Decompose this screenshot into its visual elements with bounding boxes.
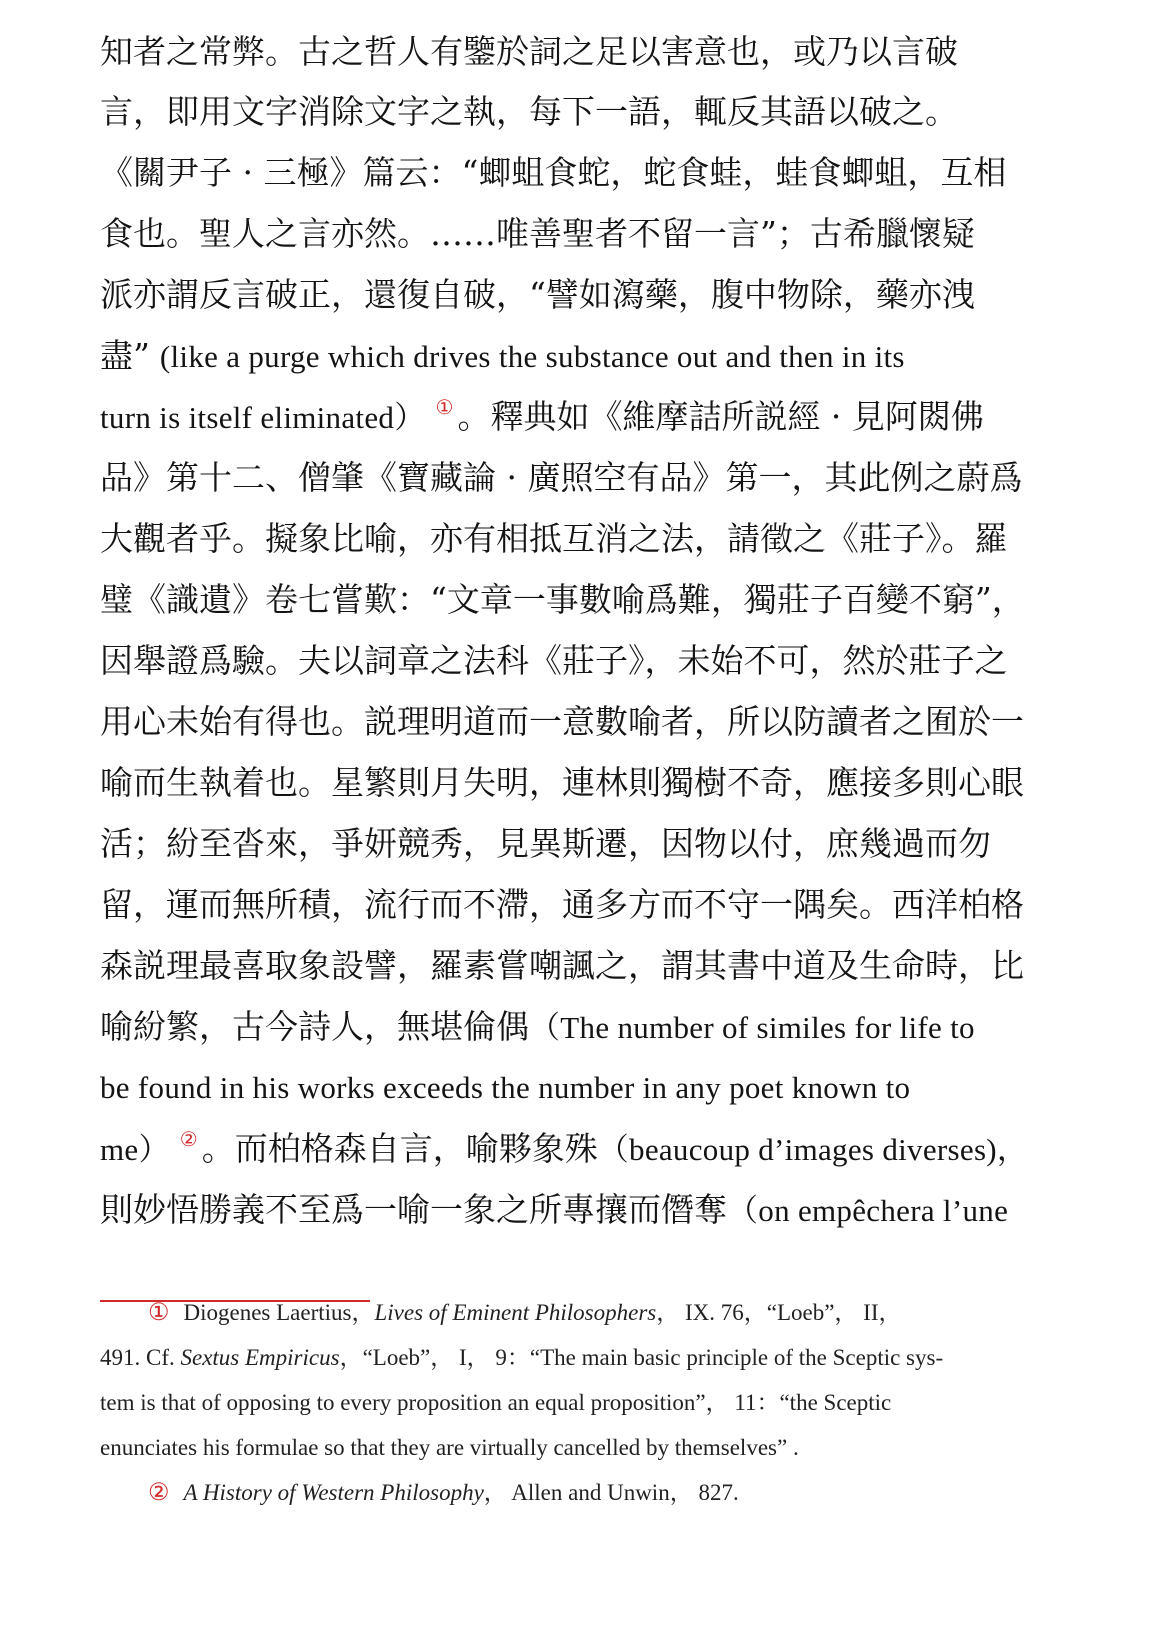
text-line: 食也。聖人之言亦然。……唯善聖者不留一言”；古希臘懷疑 bbox=[100, 214, 975, 253]
text-line: 《關尹子 · 三極》篇云：“蝍蛆食蛇，蛇食蛙，蛙食蝍蛆，互相 bbox=[100, 153, 1007, 192]
footnote-number: ① bbox=[148, 1300, 170, 1326]
cjk-text: 盡” bbox=[100, 336, 150, 375]
text-line: 森説理最喜取象設譬，羅素嘗嘲諷之，謂其書中道及生命時，比 bbox=[100, 946, 1024, 985]
text-line bbox=[100, 336, 1040, 376]
footnote-ref-2[interactable]: ② bbox=[179, 1127, 198, 1151]
footnote-text: ， IX. 76，“Loeb”， II， bbox=[656, 1300, 902, 1325]
latin-quote: （on empêchera l’une bbox=[727, 1193, 1009, 1228]
footnote-1-line bbox=[148, 1298, 1040, 1328]
text-line: 派亦謂反言破正，還復自破，“譬如瀉藥，腹中物除，藥亦洩 bbox=[100, 275, 975, 314]
latin-quote: me） bbox=[100, 1132, 170, 1167]
text-line: 品》第十二、僧肇《寶藏論 · 廣照空有品》第一，其此例之蔚爲 bbox=[100, 458, 1023, 497]
text-line: be found in his works exceeds the number in any poet known to bbox=[100, 1070, 911, 1105]
book-title: Sextus Empiricus bbox=[180, 1345, 340, 1370]
footnote-text: 491. Cf. bbox=[100, 1345, 181, 1370]
latin-quote: （beaucoup d’images diverses)， bbox=[597, 1132, 1029, 1167]
text-line: 因舉證爲驗。夫以詞章之法科《莊子》，未始不可，然於莊子之 bbox=[100, 641, 1008, 680]
book-title: Lives of Eminent Philosophers bbox=[374, 1300, 657, 1325]
cjk-text: 。而柏格森自言，喻夥象殊 bbox=[201, 1129, 598, 1168]
text-line: 留，運而無所積，流行而不滯，通多方而不守一隅矣。西洋柏格 bbox=[100, 885, 1024, 924]
latin-quote: （The number of similes for life to bbox=[529, 1010, 975, 1045]
text-line: 璧《識遺》卷七嘗歎：“文章一事數喻爲難，獨莊子百變不窮”， bbox=[100, 580, 1025, 619]
latin-quote: turn is itself eliminated） bbox=[100, 400, 426, 435]
text-line: 喻而生執着也。星繁則月失明，連林則獨樹不奇，應接多則心眼 bbox=[100, 763, 1024, 802]
book-title: A History of Western Philosophy bbox=[183, 1480, 484, 1505]
cjk-text: 則妙悟勝義不至爲一喻一象之所專攘而僭奪 bbox=[100, 1190, 727, 1229]
text-line bbox=[100, 1007, 1040, 1047]
text-line: 言，即用文字消除文字之執，每下一語，輒反其語以破之。 bbox=[100, 92, 958, 131]
footnote-ref-1[interactable]: ① bbox=[435, 395, 454, 419]
footnote-number: ② bbox=[148, 1480, 170, 1506]
footnote-1-line: tem is that of opposing to every proposition an equal proposition”， 11：“the Sceptic bbox=[100, 1390, 892, 1415]
text-line: 大觀者乎。擬象比喻，亦有相抵互消之法，請徵之《莊子》。羅 bbox=[100, 519, 1008, 558]
text-line bbox=[100, 1190, 1040, 1230]
text-line bbox=[100, 1129, 1040, 1169]
footnote-text: ， Allen and Unwin， 827. bbox=[483, 1480, 739, 1505]
footnote-1-line: enunciates his formulae so that they are virtually cancelled by themselves” . bbox=[100, 1435, 799, 1460]
cjk-text: 喻紛繁，古今詩人，無堪倫偶 bbox=[100, 1007, 529, 1046]
latin-quote: (like a purge which drives the substance out and then in its bbox=[159, 339, 905, 374]
text-line: 知者之常弊。古之哲人有鑒於詞之足以害意也，或乃以言破 bbox=[100, 32, 958, 71]
cjk-text: 。釋典如《維摩詰所説經 · 見阿閦佛 bbox=[457, 397, 984, 436]
footnote-1-line bbox=[100, 1343, 1040, 1373]
footnote-2-line bbox=[148, 1478, 1040, 1508]
footnote-text: ，“Loeb”， I， 9：“The main basic principle of the Sceptic sys- bbox=[339, 1345, 944, 1370]
text-line: 活；紛至沓來，爭妍競秀，見異斯遷，因物以付，庶幾過而勿 bbox=[100, 824, 991, 863]
text-line bbox=[100, 397, 1040, 437]
footnote-text: Diogenes Laertius， bbox=[183, 1300, 375, 1325]
text-line: 用心未始有得也。説理明道而一意數喻者，所以防讀者之囿於一 bbox=[100, 702, 1024, 741]
